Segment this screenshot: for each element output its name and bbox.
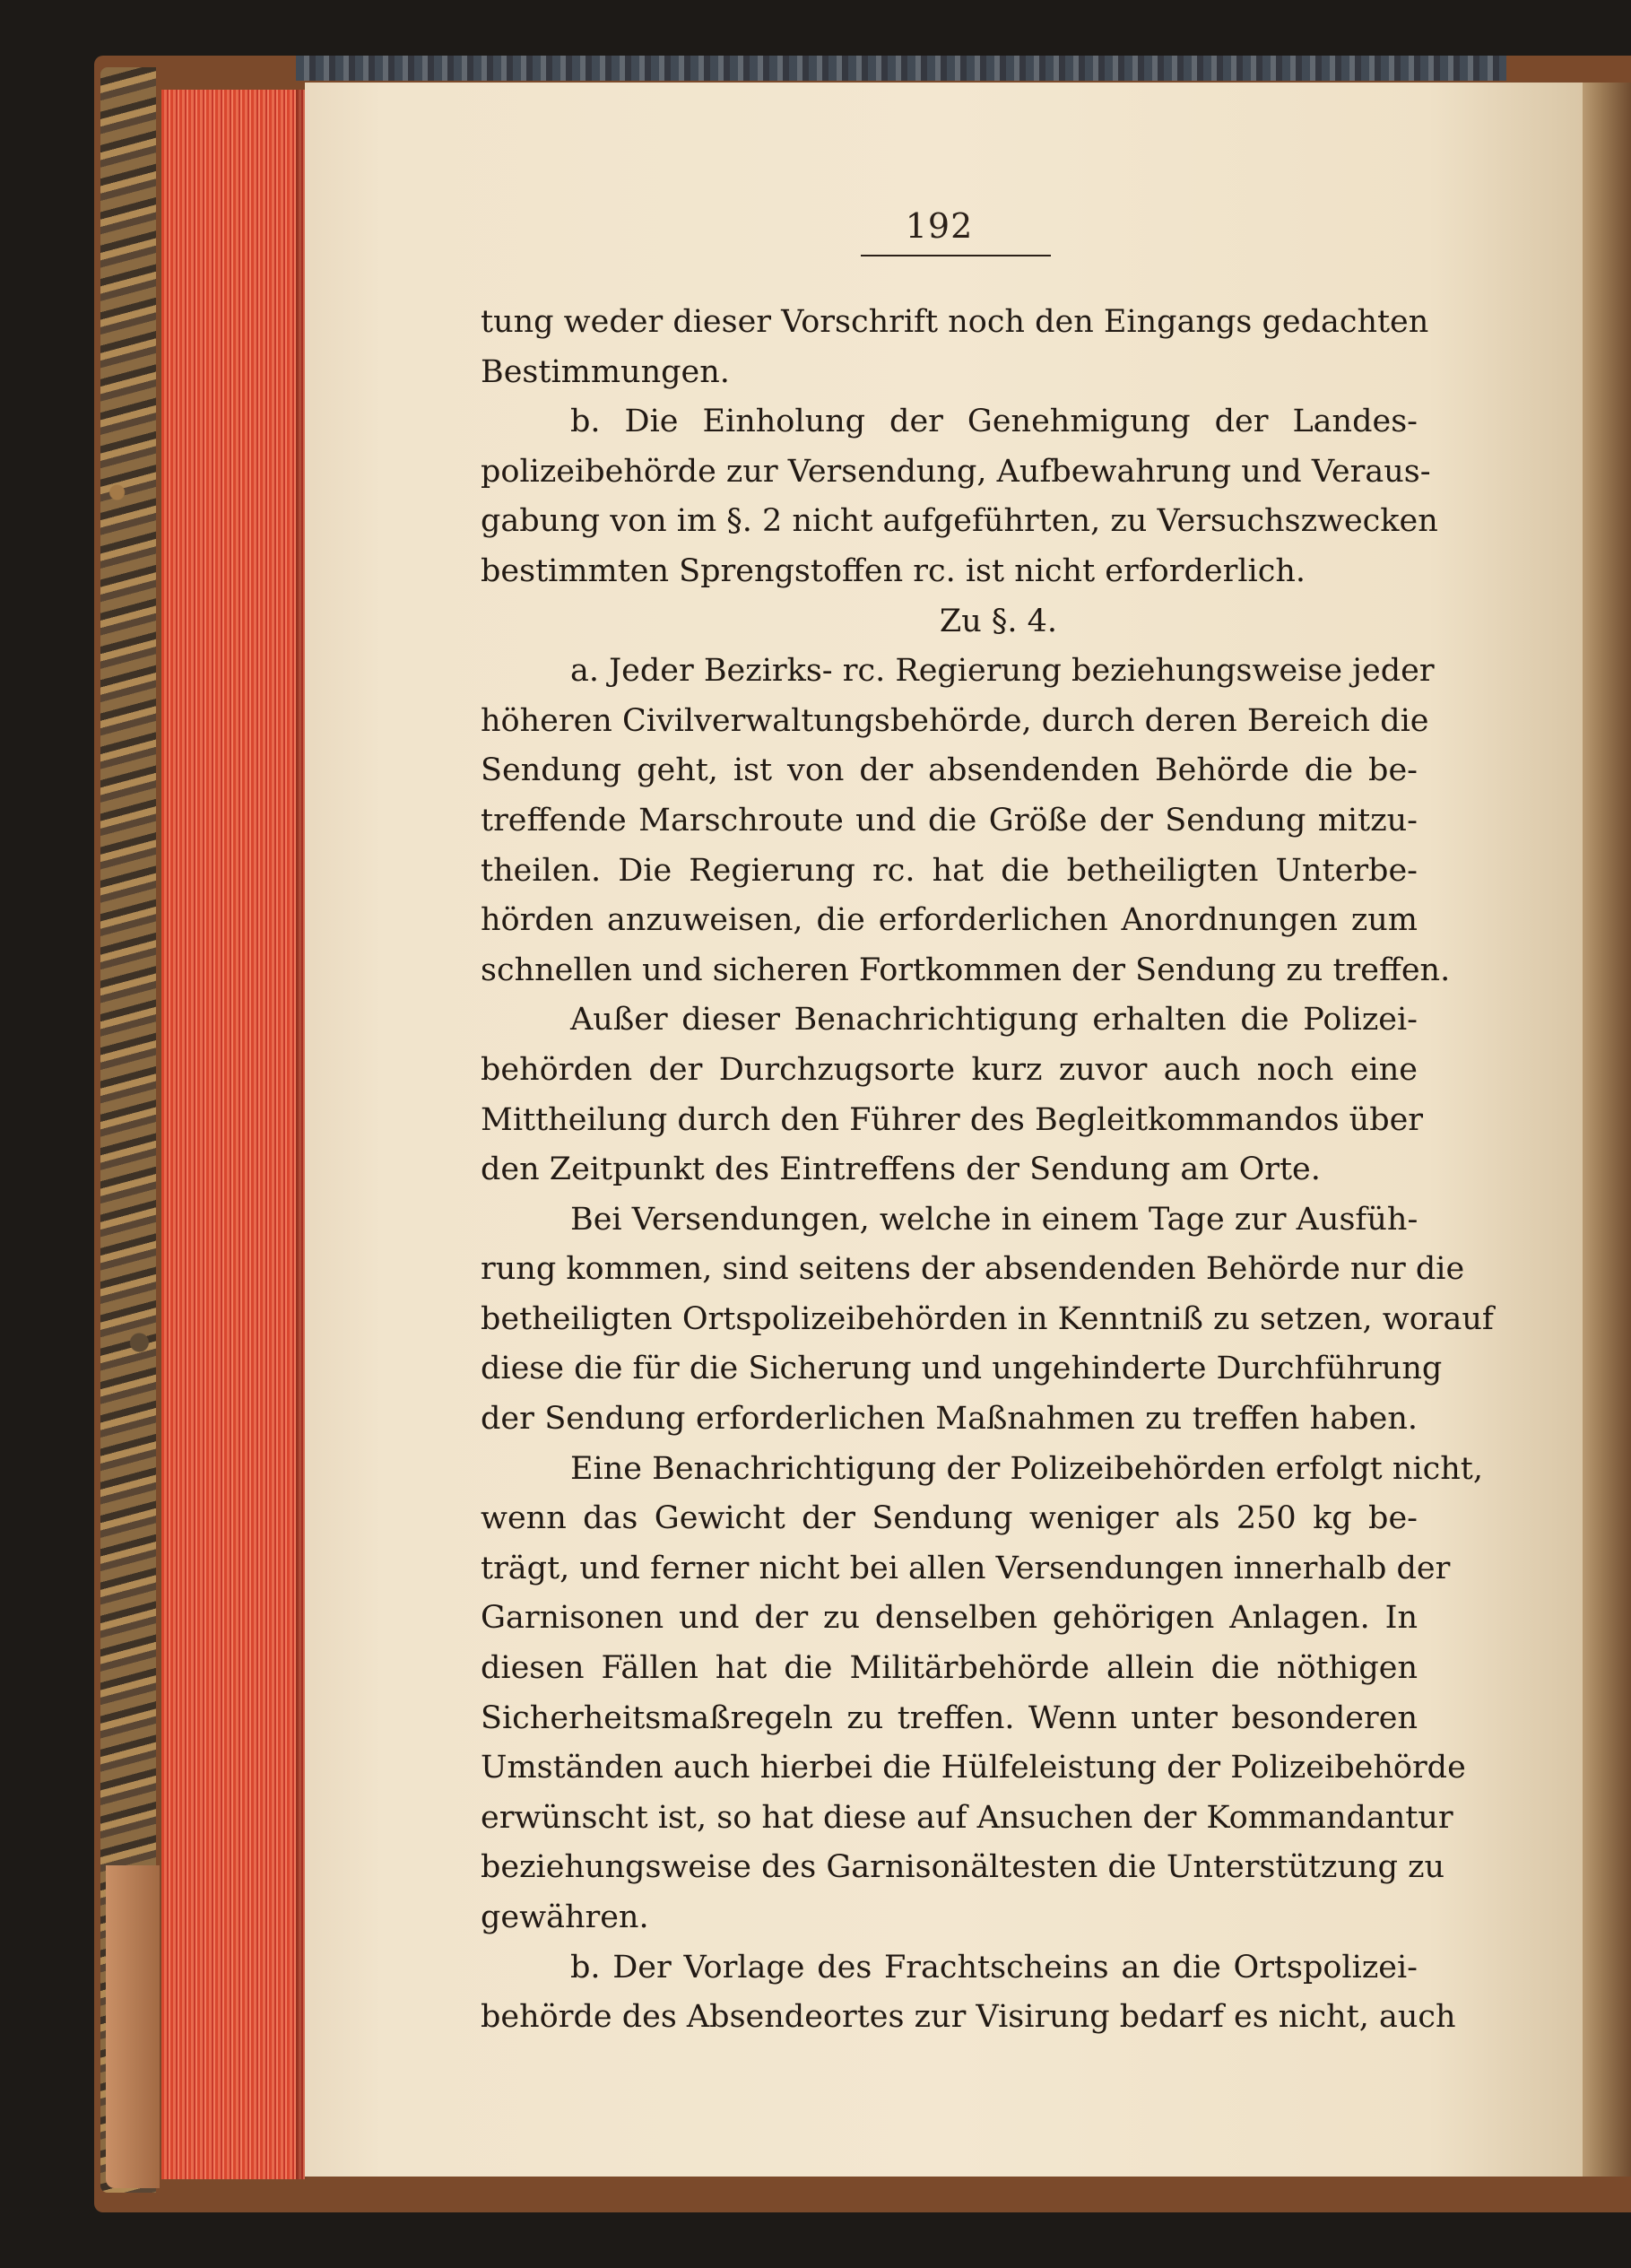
text-line: trägt, und ferner nicht bei allen Versendungen innerhalb der — [481, 1550, 1451, 1586]
right-page-edge — [1583, 83, 1631, 2177]
text-line: Sicherheitsmaßregeln zu treffen. Wenn unter besonderen — [481, 1699, 1418, 1736]
text-line: Garnisonen und der zu denselben gehörigen Anlagen. In — [481, 1600, 1418, 1637]
text-line: a. Jeder Bezirks- rc. Regierung beziehungsweise jeder — [570, 653, 1435, 690]
text-line: behörde des Absendeortes zur Visirung bedarf es nicht, auch — [481, 1999, 1456, 2036]
text-line: gabung von im §. 2 nicht aufgeführten, zu Versuchszwecken — [481, 503, 1438, 540]
text-line: Bei Versendungen, welche in einem Tage zur Ausfüh- — [570, 1201, 1418, 1238]
text-line: rung kommen, sind seitens der absendenden Behörde nur die — [481, 1251, 1465, 1288]
text-line: Eine Benachrichtigung der Polizeibehörden erfolgt nicht, — [570, 1450, 1483, 1487]
text-line: erwünscht ist, so hat diese auf Ansuchen der Kommandantur — [481, 1799, 1453, 1836]
body-text — [481, 298, 1494, 2043]
text-line: beziehungsweise des Garnisonältesten die Unterstützung zu — [481, 1849, 1445, 1886]
text-line: Bestimmungen. — [481, 353, 730, 390]
text-line: bestimmten Sprengstoffen rc. ist nicht erforderlich. — [481, 552, 1306, 589]
text-line: Umständen auch hierbei die Hülfeleistung der Polizeibehörde — [481, 1750, 1466, 1786]
text-line: treffende Marschroute und die Größe der Sendung mitzu- — [481, 802, 1418, 839]
spine-headband — [296, 56, 1506, 81]
text-line: den Zeitpunkt des Eintreffens der Sendung am Orte. — [481, 1151, 1321, 1188]
text-line: der Sendung erforderlichen Maßnahmen zu treffen haben. — [481, 1401, 1418, 1438]
text-line: betheiligten Ortspolizeibehörden in Kenntniß zu setzen, worauf — [481, 1300, 1494, 1337]
text-line: hörden anzuweisen, die erforderlichen Anordnungen zum — [481, 902, 1418, 939]
text-line: tung weder dieser Vorschrift noch den Eingangs gedachten — [481, 304, 1429, 340]
red-page-edges — [161, 90, 305, 2179]
text-line: diesen Fällen hat die Militärbehörde allein die nöthigen — [481, 1650, 1418, 1687]
text-line: behörden der Durchzugsorte kurz zuvor auch noch eine — [481, 1051, 1418, 1088]
text-line: b. Der Vorlage des Frachtscheins an die Ortspolizei- — [570, 1949, 1418, 1986]
text-line: polizeibehörde zur Versendung, Aufbewahrung und Veraus- — [481, 453, 1431, 490]
text-line: Außer dieser Benachrichtigung erhalten die Polizei- — [570, 1002, 1418, 1038]
text-line: diese die für die Sicherung und ungehinderte Durchführung — [481, 1351, 1443, 1387]
text-line: wenn das Gewicht der Sendung weniger als 250 kg be- — [481, 1500, 1418, 1537]
header-rule — [861, 255, 1051, 256]
text-line: höheren Civilverwaltungsbehörde, durch deren Bereich die — [481, 702, 1429, 739]
text-line: schnellen und sicheren Fortkommen der Sendung zu treffen. — [481, 952, 1451, 988]
leather-corner — [106, 1865, 160, 2188]
text-line: Zu §. 4. — [939, 603, 1058, 639]
text-line: theilen. Die Regierung rc. hat die betheiligten Unterbe- — [481, 852, 1418, 889]
text-line: Mittheilung durch den Führer des Begleitkommandos über — [481, 1101, 1424, 1138]
page-number: 192 — [905, 206, 974, 246]
text-line: b. Die Einholung der Genehmigung der Landes- — [570, 404, 1418, 440]
text-line: Sendung geht, ist von der absendenden Behörde die be- — [481, 752, 1418, 789]
text-line: gewähren. — [481, 1899, 649, 1935]
